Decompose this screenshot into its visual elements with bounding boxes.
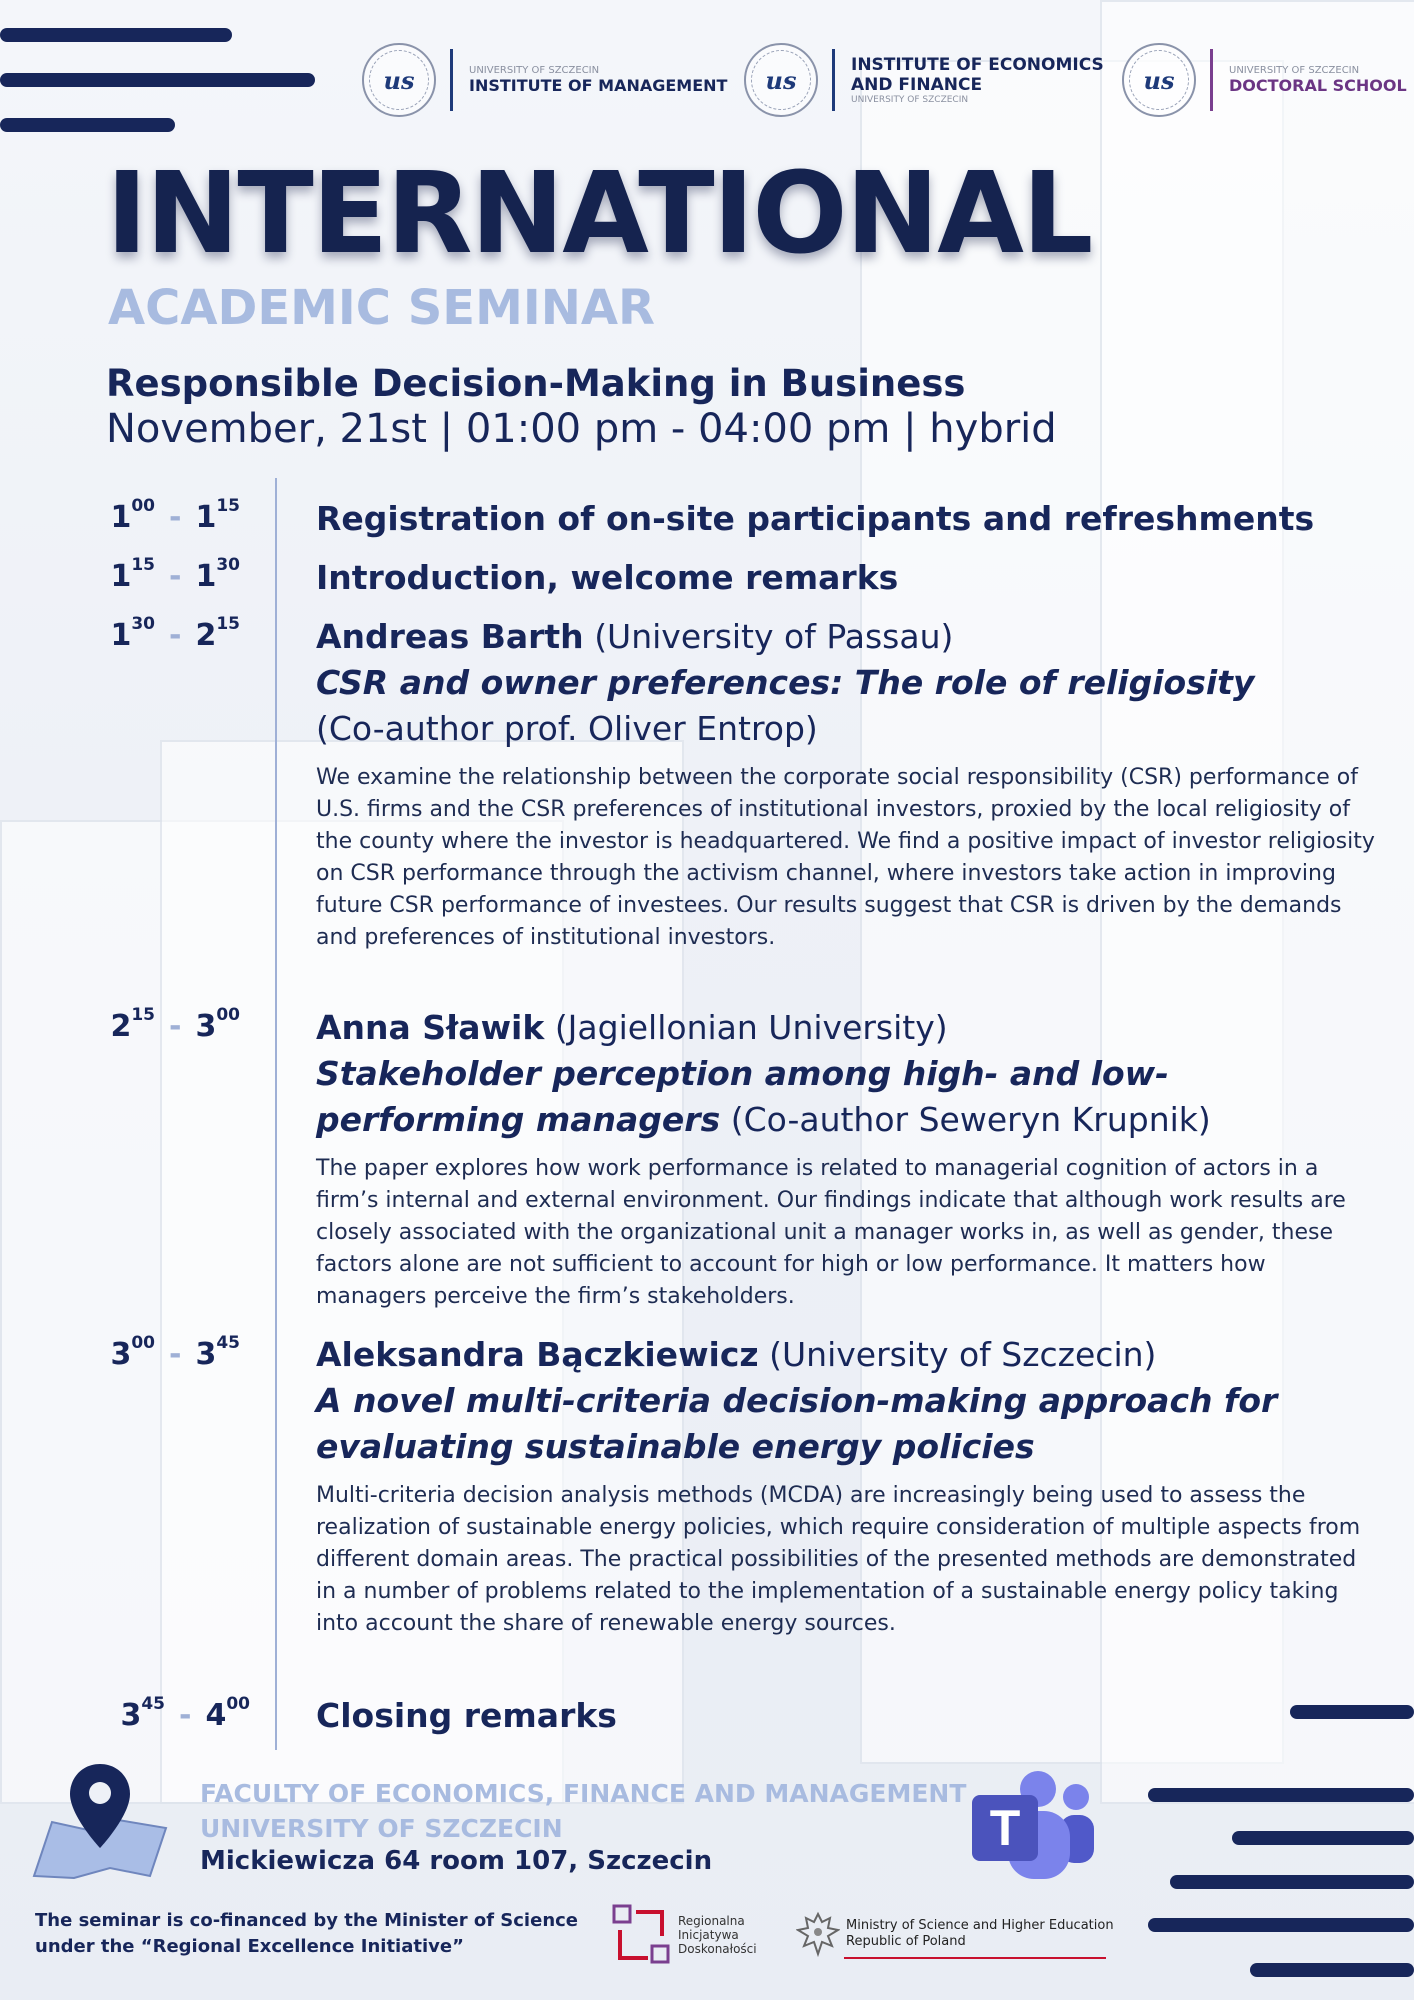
cofinance-note: The seminar is co-financed by the Minister of Science under the “Regional Excellence Initiative” bbox=[35, 1910, 579, 1957]
location-pin-icon bbox=[30, 1760, 170, 1880]
decor-line bbox=[1250, 1963, 1414, 1977]
decor-line bbox=[1232, 1831, 1414, 1845]
schedule-item bbox=[316, 1005, 1376, 1313]
talk-abstract: Multi-criteria decision analysis methods (MCDA) are increasingly being used to assess the realization of sustainable energy policies, which require consideration of multiple aspects from different domain areas. The practical possibilities of the presented methods are demonstrated in a number of problems related to the implementation of a sustainable energy policy taking into account the share of renewable energy sources. bbox=[316, 1483, 1361, 1636]
logo-institute-of-management: us UNIVERSITY OF SZCZECIN INSTITUTE OF MANAGEMENT bbox=[362, 44, 727, 116]
seminar-topic: Responsible Decision-Making in Business bbox=[106, 362, 966, 405]
university-seal-icon: us bbox=[1122, 43, 1196, 117]
decor-line bbox=[0, 28, 232, 42]
decor-line bbox=[1170, 1875, 1414, 1889]
university-seal-icon: us bbox=[362, 43, 436, 117]
decor-line bbox=[1148, 1788, 1414, 1802]
speaker-affiliation: (University of Szczecin) bbox=[769, 1335, 1157, 1374]
logo-regional-excellence: Regionalna Inicjatywa Doskonałości bbox=[612, 1904, 757, 1966]
time-slot: $1^{30} - 2^{15}$ bbox=[110, 614, 240, 653]
schedule-item bbox=[316, 555, 1376, 601]
speaker-affiliation: (Jagiellonian University) bbox=[554, 1008, 948, 1047]
item-title: Introduction, welcome remarks bbox=[316, 558, 899, 597]
time-slot: $3^{00} - 3^{45}$ bbox=[110, 1333, 240, 1372]
coauthor: (Co-author prof. Oliver Entrop) bbox=[316, 709, 818, 748]
talk-title: Stakeholder perception among high- and low-performing managers bbox=[316, 1054, 1169, 1139]
time-slot: $1^{15} - 1^{30}$ bbox=[110, 555, 240, 594]
polish-eagle-icon bbox=[796, 1910, 840, 1958]
decor-line bbox=[0, 118, 175, 132]
venue-faculty: FACULTY OF ECONOMICS, FINANCE AND MANAGEMENT UNIVERSITY OF SZCZECIN bbox=[200, 1779, 967, 1843]
microsoft-teams-icon bbox=[968, 1765, 1098, 1885]
svg-text:T: T bbox=[989, 1800, 1021, 1856]
speaker-name: Aleksandra Bączkiewicz bbox=[316, 1335, 759, 1374]
item-title: Registration of on-site participants and refreshments bbox=[316, 499, 1315, 538]
time-slot: $2^{15} - 3^{00}$ bbox=[110, 1005, 240, 1044]
decor-line bbox=[1148, 1918, 1414, 1932]
coauthor: (Co-author Seweryn Krupnik) bbox=[730, 1100, 1211, 1139]
page-title: INTERNATIONAL bbox=[106, 149, 1092, 279]
timeline-divider bbox=[275, 478, 277, 1750]
schedule-item bbox=[316, 1693, 1376, 1739]
item-title: Closing remarks bbox=[316, 1696, 617, 1735]
time-slot: $3^{45} - 4^{00}$ bbox=[120, 1694, 250, 1733]
decor-line bbox=[0, 73, 315, 87]
schedule-item bbox=[316, 496, 1376, 542]
speaker-name: Andreas Barth bbox=[316, 617, 584, 656]
time-slot: $1^{00} - 1^{15}$ bbox=[110, 496, 240, 535]
venue-address: Mickiewicza 64 room 107, Szczecin bbox=[200, 1846, 713, 1876]
logo-institute-of-economics: us INSTITUTE OF ECONOMICS AND FINANCE UNIVERSITY OF SZCZECIN bbox=[744, 44, 1104, 116]
seminar-date-time: November, 21st | 01:00 pm - 04:00 pm | hybrid bbox=[106, 406, 1057, 452]
schedule-item bbox=[316, 614, 1376, 954]
schedule-item bbox=[316, 1332, 1376, 1640]
speaker-affiliation: (University of Passau) bbox=[594, 617, 954, 656]
logo-ministry: Ministry of Science and Higher Education Republic of Poland bbox=[796, 1910, 1114, 1958]
speaker-name: Anna Sławik bbox=[316, 1008, 545, 1047]
rid-logo-icon bbox=[612, 1904, 670, 1966]
talk-abstract: The paper explores how work performance is related to managerial cognition of actors in a firm’s internal and external environment. Our findings indicate that although work results are closely associated with the organizational unit a manager works in, as well as gender, these factors alone are not sufficient to account for high or low performance. It matters how managers perceive the firm’s stakeholders. bbox=[316, 1156, 1346, 1309]
university-seal-icon: us bbox=[744, 43, 818, 117]
page-subtitle: ACADEMIC SEMINAR bbox=[108, 280, 655, 336]
talk-abstract: We examine the relationship between the corporate social responsibility (CSR) performance of U.S. firms and the CSR preferences of institutional investors, proxied by the local religiosity of the county where the investor is headquartered. We find a positive impact of investor religiosity on CSR performance through the activism channel, where investors take action in improving future CSR performance of investees. Our results suggest that CSR is driven by the demands and preferences of institutional investors. bbox=[316, 765, 1375, 950]
talk-title: CSR and owner preferences: The role of religiosity bbox=[316, 663, 1255, 702]
logo-doctoral-school: us UNIVERSITY OF SZCZECIN DOCTORAL SCHOOL bbox=[1122, 44, 1407, 116]
talk-title: A novel multi-criteria decision-making approach for evaluating sustainable energy policies bbox=[316, 1381, 1278, 1466]
